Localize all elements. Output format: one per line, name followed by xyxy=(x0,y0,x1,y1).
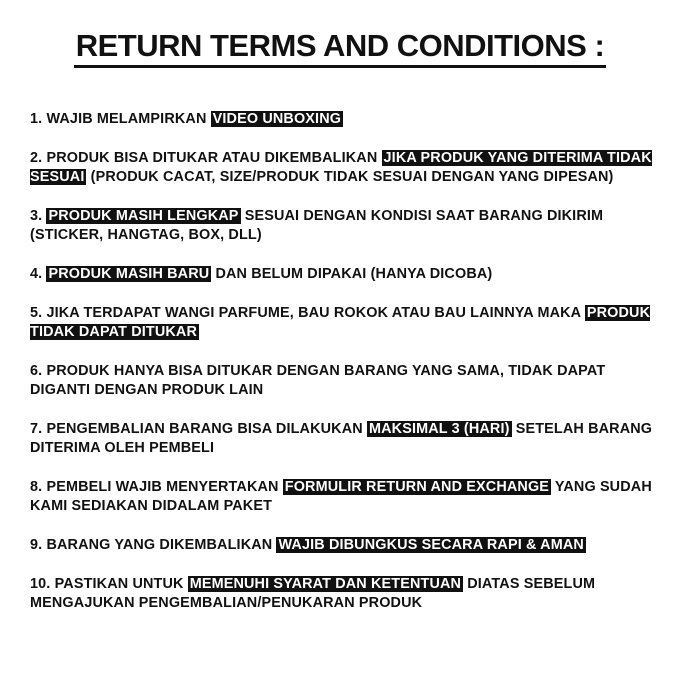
term-highlight: VIDEO UNBOXING xyxy=(212,111,342,127)
term-item-4 xyxy=(30,265,662,284)
term-item-2 xyxy=(30,149,662,187)
term-text: 4. xyxy=(30,266,47,282)
term-text: 8. PEMBELI WAJIB MENYERTAKAN xyxy=(30,479,283,495)
term-item-7 xyxy=(30,420,662,458)
term-text: 10. PASTIKAN UNTUK xyxy=(30,576,188,592)
term-item-10 xyxy=(30,575,662,613)
page-title-block xyxy=(0,28,680,68)
terms-list xyxy=(30,110,662,633)
term-text-after: YANG SUDAH KAMI SEDIAKAN DIDALAM PAKET xyxy=(30,479,652,514)
term-item-8 xyxy=(30,478,662,516)
term-highlight: FORMULIR RETURN AND EXCHANGE xyxy=(284,479,550,495)
term-text-after: SESUAI DENGAN KONDISI SAAT BARANG DIKIRIM (STICKER, HANGTAG, BOX, DLL) xyxy=(30,208,604,243)
term-highlight: MEMENUHI SYARAT DAN KETENTUAN xyxy=(189,576,462,592)
term-highlight: WAJIB DIBUNGKUS SECARA RAPI & AMAN xyxy=(278,537,584,553)
term-highlight: PRODUK MASIH LENGKAP xyxy=(48,208,239,224)
term-text: 5. JIKA TERDAPAT WANGI PARFUME, BAU ROKOK ATAU BAU LAINNYA MAKA xyxy=(30,305,585,321)
term-item-9 xyxy=(30,536,662,555)
term-text: 1. WAJIB MELAMPIRKAN xyxy=(30,111,211,127)
term-text: 7. PENGEMBALIAN BARANG BISA DILAKUKAN xyxy=(30,421,367,437)
term-text-after: DIATAS SEBELUM MENGAJUKAN PENGEMBALIAN/PENUKARAN PRODUK xyxy=(30,576,596,611)
term-item-1 xyxy=(30,110,662,129)
term-text: 9. BARANG YANG DIKEMBALIKAN xyxy=(30,537,277,553)
term-highlight: PRODUK TIDAK DAPAT DITUKAR xyxy=(30,305,651,340)
term-highlight: MAKSIMAL 3 (HARI) xyxy=(368,421,510,437)
term-text-after: (PRODUK CACAT, SIZE/PRODUK TIDAK SESUAI DENGAN YANG DIPESAN) xyxy=(86,169,614,185)
term-text: 2. PRODUK BISA DITUKAR ATAU DIKEMBALIKAN xyxy=(30,150,382,166)
term-text: 6. PRODUK HANYA BISA DITUKAR DENGAN BARANG YANG SAMA, TIDAK DAPAT DIGANTI DENGAN PRODUK LAIN xyxy=(30,363,606,398)
term-highlight: PRODUK MASIH BARU xyxy=(48,266,210,282)
term-item-6 xyxy=(30,362,662,400)
term-text-after: SETELAH BARANG DITERIMA OLEH PEMBELI xyxy=(30,421,653,456)
term-item-5 xyxy=(30,304,662,342)
term-highlight: JIKA PRODUK YANG DITERIMA TIDAK SESUAI xyxy=(30,150,652,185)
term-item-3 xyxy=(30,207,662,245)
term-text: 3. xyxy=(30,208,47,224)
term-text-after: DAN BELUM DIPAKAI (HANYA DICOBA) xyxy=(211,266,493,282)
page-title: RETURN TERMS AND CONDITIONS : xyxy=(74,28,607,68)
